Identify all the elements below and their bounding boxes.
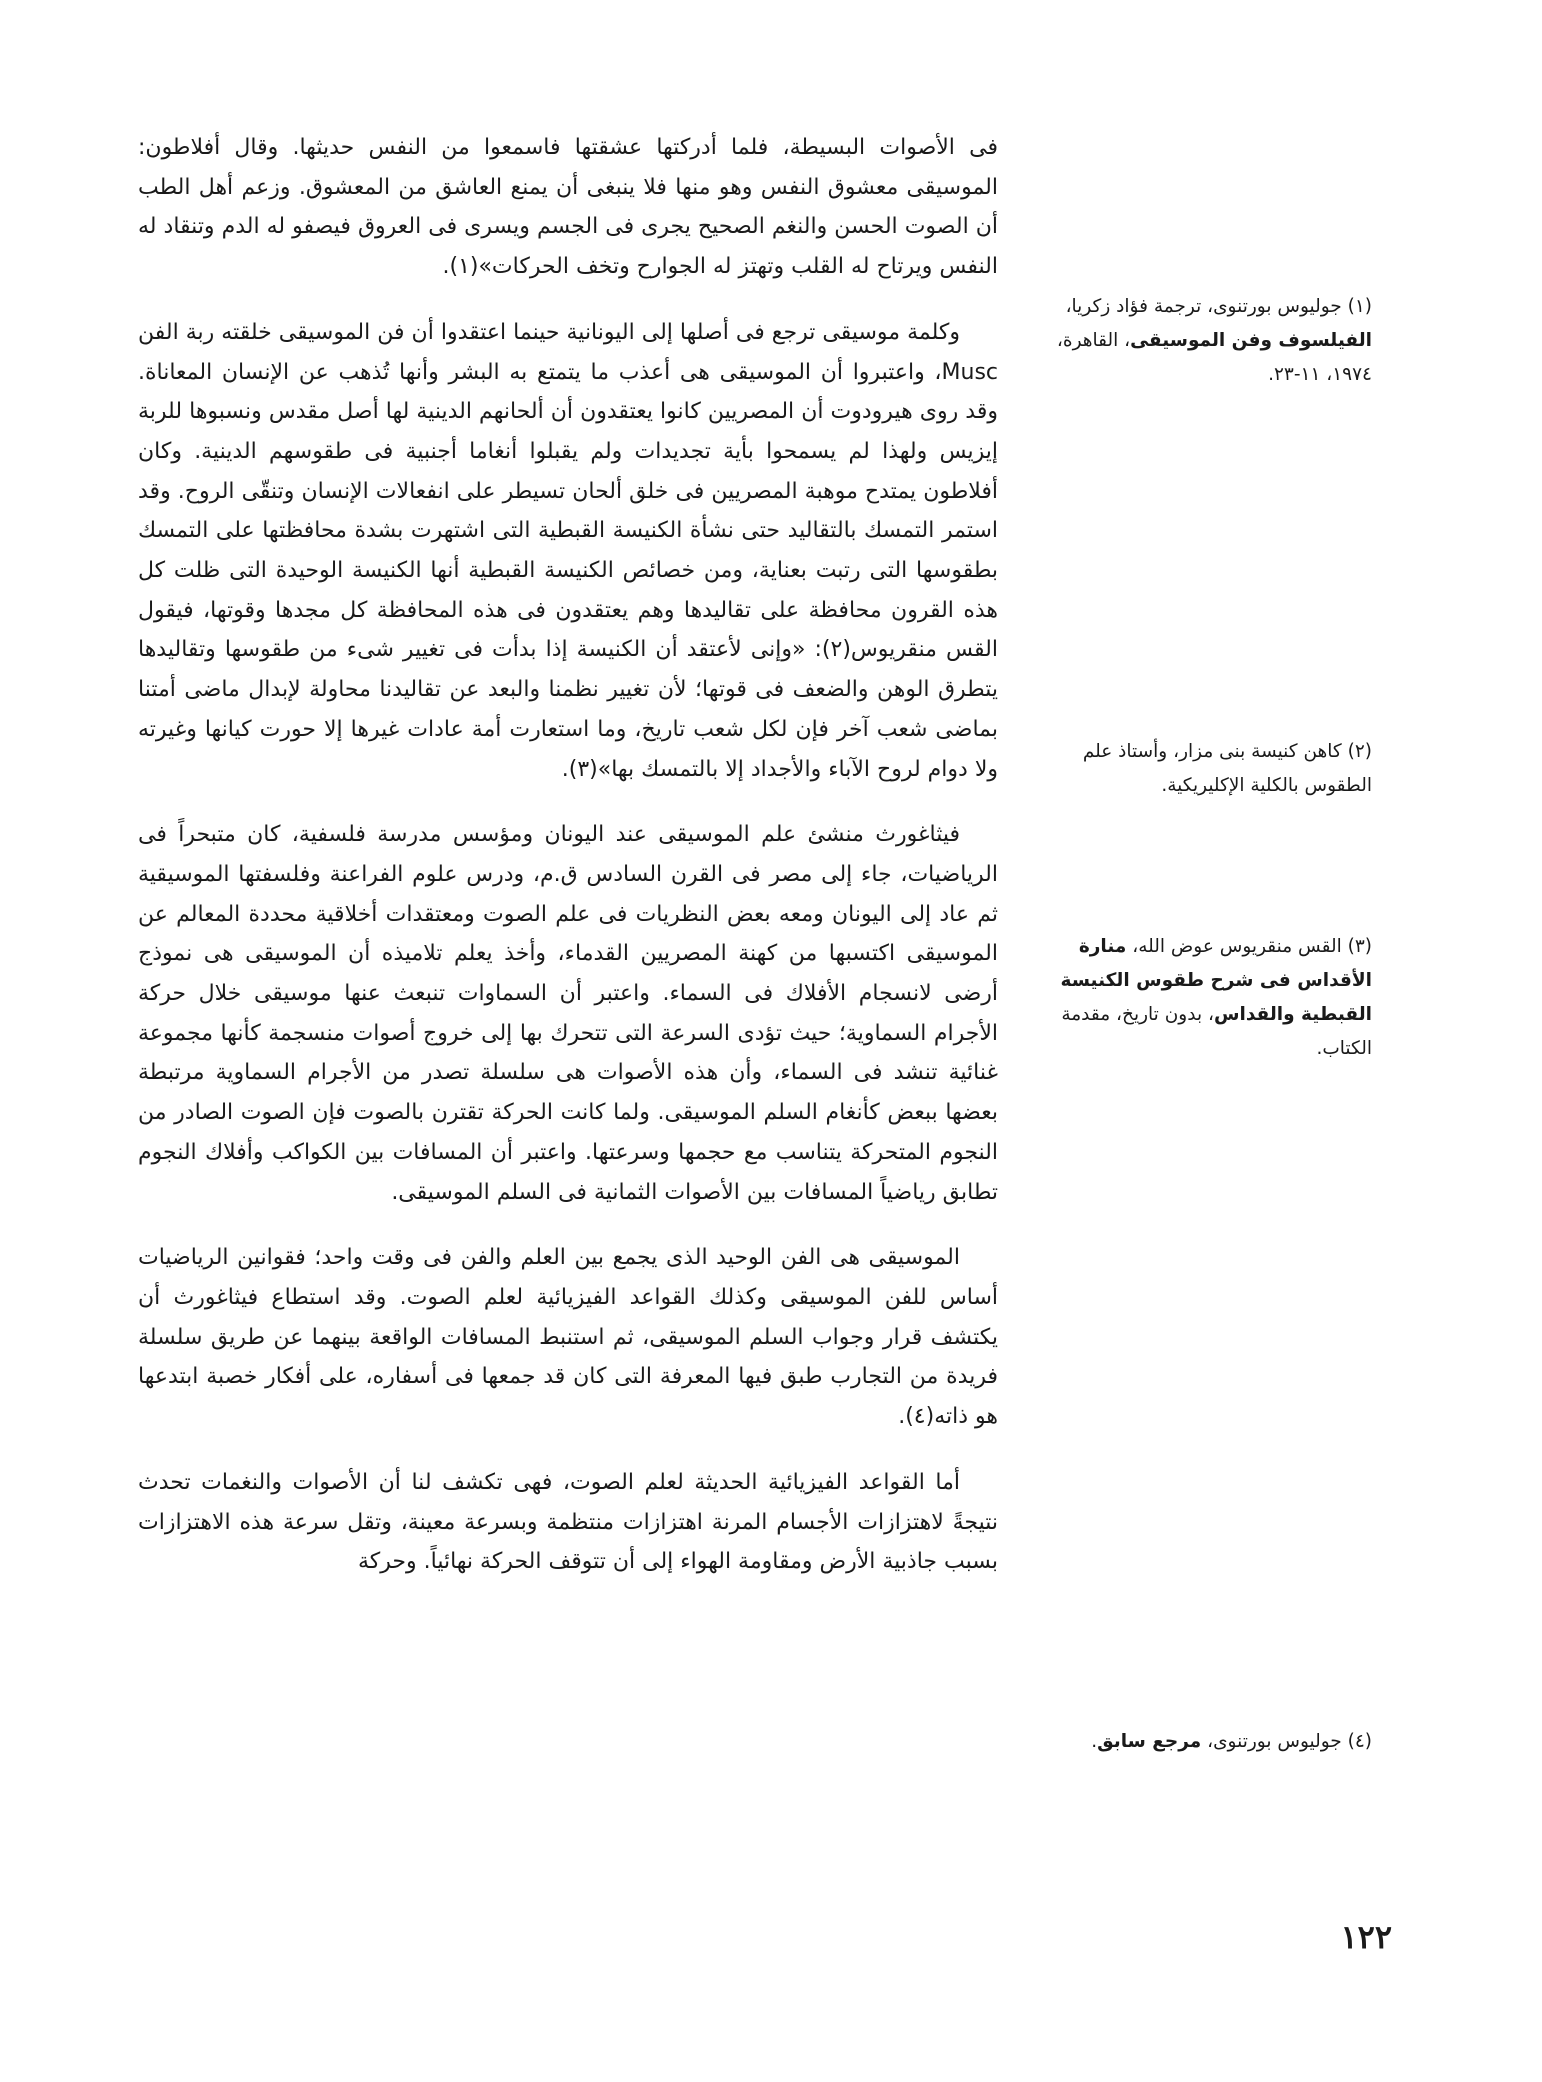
paragraph-1: فى الأصوات البسيطة، فلما أدركتها عشقتها فاسمعوا من النفس حديثها. وقال أفلاطون: الموسيقى معشوق النفس وهو منها فلا ينبغى أن يمنع العاشق من المعشوق. وزعم أهل الطب أن الصوت الحسن والنغم الصحيح يجرى فى الجسم ويسرى فى العروق فيصفو له الدم وتنقاد له النفس ويرتاح له القلب وتهتز له الجوارح وتخف الحركات»(١). (138, 135, 998, 280)
paragraph-2: وكلمة موسيقى ترجع فى أصلها إلى اليونانية حينما اعتقدوا أن فن الموسيقى خلقته ربة الفن Musc، واعتبروا أن الموسيقى هى أعذب ما يتمتع به البشر وأنها تُذهب عن الإنسان المعاناة. وقد روى هيرودوت أن المصريين كانوا يعتقدون أن ألحانهم الدينية لها أصل مقدس ونسبوها للربة إيزيس ولهذا لم يسمحوا بأية تجديدات ولم يقبلوا أنغاما أجنبية فى طقوسهم الدينية. وكان أفلاطون يمتدح موهبة المصريين فى خلق ألحان تسيطر على انفعالات الإنسان وتنقّى الروح. وقد استمر التمسك بالتقاليد حتى نشأة الكنيسة القبطية التى اشتهرت بشدة محافظتها على التمسك بطقوسها التى رتبت بعناية، ومن خصائص الكنيسة القبطية أنها الكنيسة الوحيدة التى ظلت كل هذه القرون محافظة على تقاليدها وهم يعتقدون فى هذه المحافظة كل مجدها وقوتها، فيقول القس منقريوس(٢): «وإنى لأعتقد أن الكنيسة إذا بدأت فى تغيير شىء من طقوسها وتقاليدها يتطرق الوهن والضعف فى قوتها؛ لأن تغيير نظمنا والبعد عن تقاليدنا محاولة لإبدال ماضى أمتنا بماضى شعب آخر فإن لكل شعب تاريخ، وما استعارت أمة عادات غيرها إلا حورت كيانها وغيرته ولا دوام لروح الآباء والأجداد إلا بالتمسك بها»(٣). (138, 319, 998, 782)
footnote-2-text: كاهن كنيسة بنى مزار، وأستاذ علم الطقوس بالكلية الإكليريكية. (1082, 741, 1372, 796)
footnote-1 (1032, 290, 1372, 392)
footnote-3-number: (٣) (1347, 936, 1372, 957)
footnote-1-details: ، القاهرة، ١٩٧٤، ١١-٢٣. (1056, 330, 1372, 385)
paragraph-4: الموسيقى هى الفن الوحيد الذى يجمع بين العلم والفن فى وقت واحد؛ فقوانين الرياضيات أساس للفن الموسيقى وكذلك القواعد الفيزيائية لعلم الصوت. وقد استطاع فيثاغورث أن يكتشف قرار وجواب السلم الموسيقى، ثم استنبط المسافات الواقعة بينهما عن طريق سلسلة فريدة من التجارب طبق فيها المعرفة التى كان قد جمعها فى أسفاره، على أفكار خصبة ابتدعها هو ذاته(٤). (138, 1245, 998, 1430)
footnote-1-number: (١) (1347, 296, 1372, 317)
footnote-4 (1032, 1725, 1372, 1759)
footnote-4-details: . (1091, 1731, 1098, 1752)
page-number: ١٢٢ (1340, 1918, 1392, 1956)
footnote-3-title: منارة الأقداس فى شرح طقوس الكنيسة القبطية والقداس (1060, 936, 1372, 1025)
footnote-4-text: جوليوس بورتنوى، (1207, 1731, 1342, 1752)
footnote-1-title: الفيلسوف وفن الموسيقى (1130, 330, 1372, 351)
footnote-4-title: مرجع سابق (1097, 1731, 1202, 1752)
footnote-3 (1032, 930, 1372, 1066)
paragraph-3: فيثاغورث منشئ علم الموسيقى عند اليونان ومؤسس مدرسة فلسفية، كان متبحراً فى الرياضيات، جاء إلى مصر فى القرن السادس ق.م، ودرس علوم الفراعنة وفلسفتها الموسيقية ثم عاد إلى اليونان ومعه بعض النظريات فى علم الصوت ومعتقدات أخلاقية محددة المعالم عن الموسيقى اكتسبها من كهنة المصريين القدماء، وأخذ يعلم تلاميذه أن الموسيقى هى نموذج أرضى لانسجام الأفلاك فى السماء. واعتبر أن السماوات تنبعث عنها موسيقى خلال حركة الأجرام السماوية؛ حيث تؤدى السرعة التى تتحرك بها إلى خروج أصوات منسجمة كأنها مجموعة غنائية تنشد فى السماء، وأن هذه الأصوات هى سلسلة تصدر من الأجرام السماوية مرتبطة بعضها ببعض كأنغام السلم الموسيقى. ولما كانت الحركة تقترن بالصوت فإن الصوت الصادر من النجوم المتحركة يتناسب مع حجمها وسرعتها. واعتبر أن المسافات بين الكواكب وأفلاك النجوم تطابق رياضياً المسافات بين الأصوات الثمانية فى السلم الموسيقى. (138, 822, 998, 1205)
paragraph-5: أما القواعد الفيزيائية الحديثة لعلم الصوت، فهى تكشف لنا أن الأصوات والنغمات تحدث نتيجةً لاهتزازات الأجسام المرنة اهتزازات منتظمة وبسرعة معينة، وتقل سرعة هذه الاهتزازات بسبب جاذبية الأرض ومقاومة الهواء إلى أن تتوقف الحركة نهائياً. وحركة (138, 1469, 998, 1575)
footnote-3-details: ، بدون تاريخ، مقدمة الكتاب. (1061, 1004, 1372, 1059)
footnote-1-text: جوليوس بورتنوى، ترجمة فؤاد زكريا، (1065, 296, 1342, 317)
footnote-2 (1032, 735, 1372, 803)
footnote-2-number: (٢) (1347, 741, 1372, 762)
main-text-column (138, 128, 998, 1582)
footnote-3-text: القس منقريوس عوض الله، (1132, 936, 1342, 957)
footnote-4-number: (٤) (1347, 1731, 1372, 1752)
